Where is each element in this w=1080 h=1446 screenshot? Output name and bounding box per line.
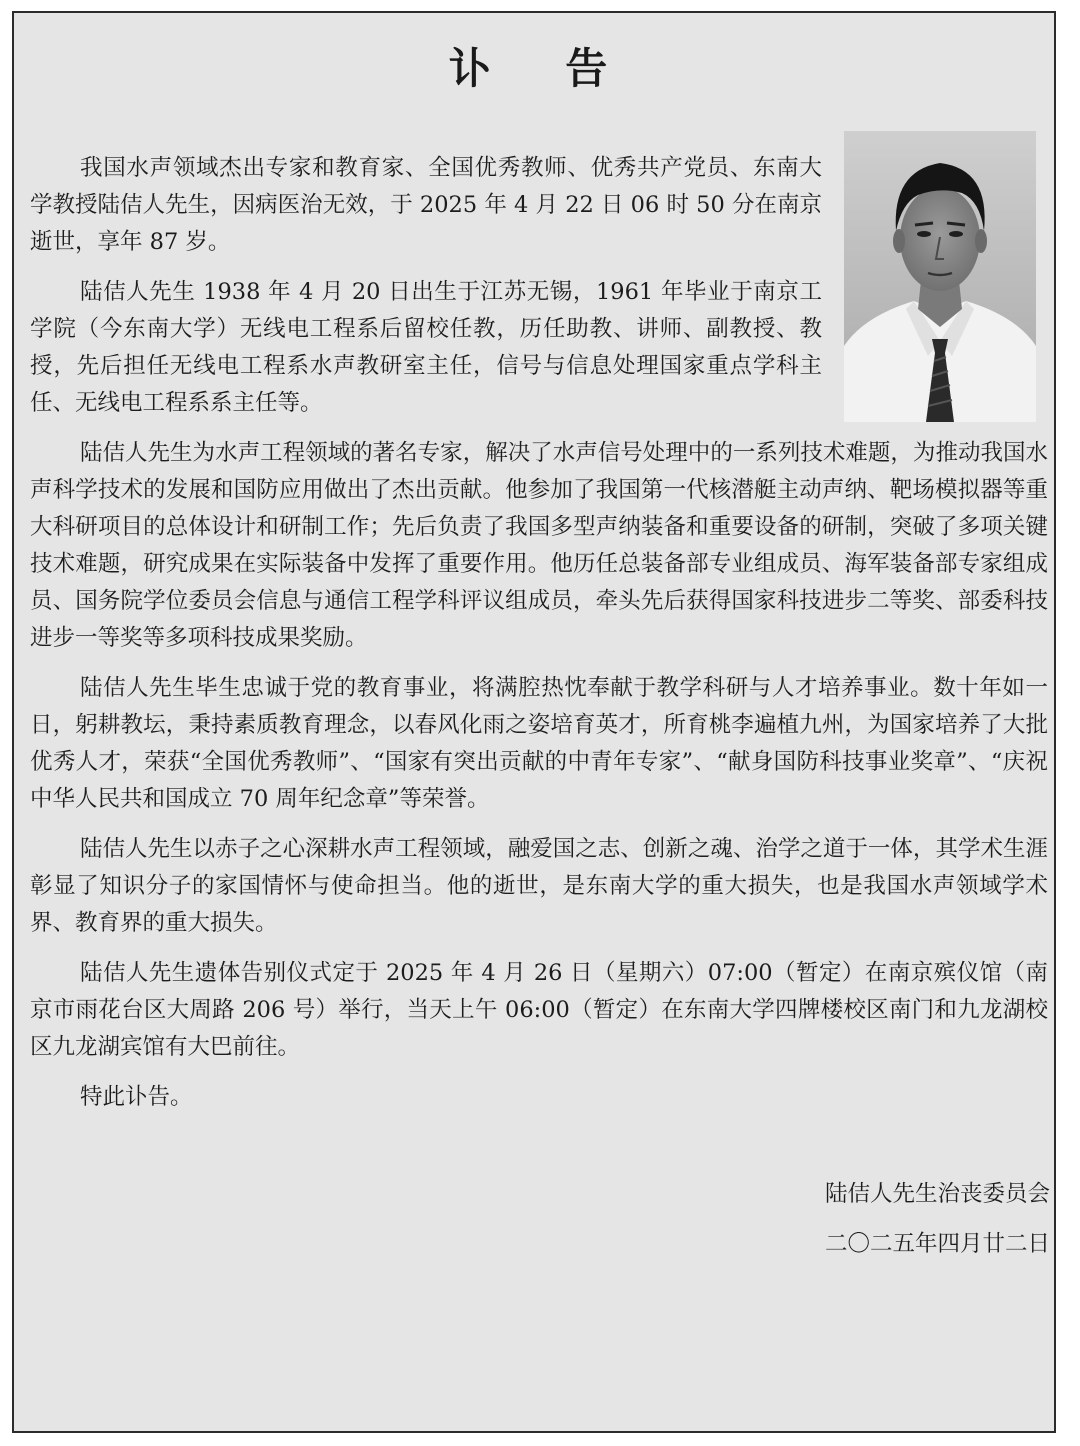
paragraph-education: 陆佶人先生毕生忠诚于党的教育事业，将满腔热忱奉献于教学科研与人才培养事业。数十年如一日，躬耕教坛，秉持素质教育理念，以春风化雨之姿培育英才，所育桃李遍植九州，为国家培养了大批优秀人才，荣获“全国优秀教师”、“国家有突出贡献的中青年专家”、“献身国防科技事业奖章”、“庆祝中华人民共和国成立 70 周年纪念章”等荣誉。: [30, 675, 1048, 812]
notice-title: 讣 告: [448, 44, 638, 93]
paragraph-announcement: 我国水声领域杰出专家和教育家、全国优秀教师、优秀共产党员、东南大学教授陆佶人先生，因病医治无效，于 2025 年 4 月 22 日 06 时 50 分在南京逝世，享年 87 岁。: [30, 155, 822, 255]
signature-date: 二〇二五年四月廿二日: [824, 1231, 1050, 1257]
signature-organization: 陆佶人先生治丧委员会: [824, 1181, 1050, 1207]
paragraph-tribute: 陆佶人先生以赤子之心深耕水声工程领域，融爱国之志、创新之魂、治学之道于一体，其学术生涯彰显了知识分子的家国情怀与使命担当。他的逝世，是东南大学的重大损失，也是我国水声领域学术界、教育界的重大损失。: [30, 836, 1048, 936]
portrait-photo: [844, 131, 1036, 422]
paragraph-biography: 陆佶人先生 1938 年 4 月 20 日出生于江苏无锡，1961 年毕业于南京工学院（今东南大学）无线电工程系后留校任教，历任助教、讲师、副教授、教授，先后担任无线电工程系水声教研室主任，信号与信息处理国家重点学科主任、无线电工程系系主任等。: [30, 279, 822, 416]
paragraph-achievements: 陆佶人先生为水声工程领域的著名专家，解决了水声信号处理中的一系列技术难题，为推动我国水声科学技术的发展和国防应用做出了杰出贡献。他参加了我国第一代核潜艇主动声纳、靶场模拟器等重大科研项目的总体设计和研制工作；先后负责了我国多型声纳装备和重要设备的研制，突破了多项关键技术难题，研究成果在实际装备中发挥了重要作用。他历任总装备部专业组成员、海军装备部专家组成员、国务院学位委员会信息与通信工程学科评议组成员，牵头先后获得国家科技进步二等奖、部委科技进步一等奖等多项科技成果奖励。: [30, 440, 1048, 651]
paragraph-closing: 特此讣告。: [80, 1084, 193, 1110]
paragraph-funeral-arrangements: 陆佶人先生遗体告别仪式定于 2025 年 4 月 26 日（星期六）07:00（暂定）在南京殡仪馆（南京市雨花台区大周路 206 号）举行，当天上午 06:00（暂定）在东南大学四牌楼校区南门和九龙湖校区九龙湖宾馆有大巴前往。: [30, 960, 1048, 1060]
